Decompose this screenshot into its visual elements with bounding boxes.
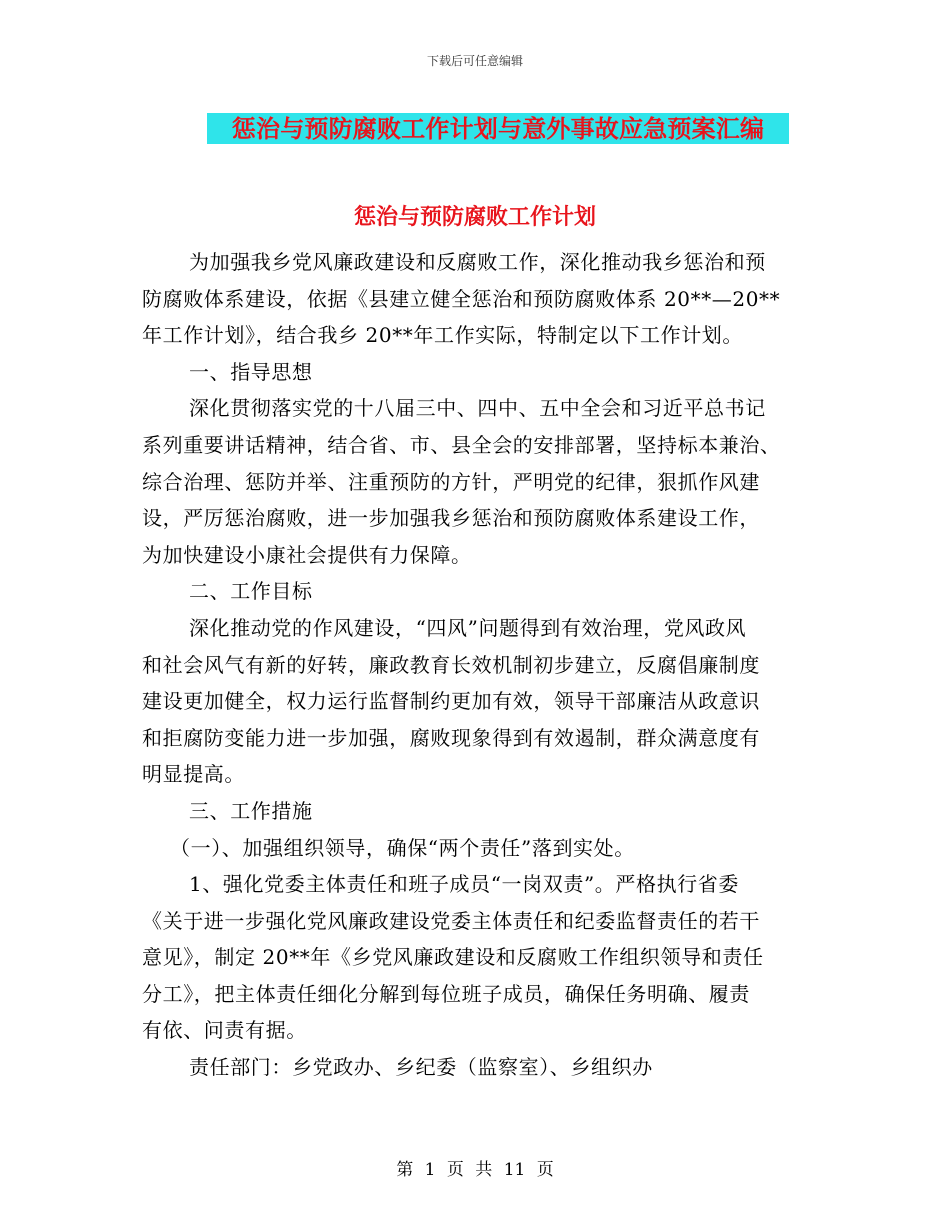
document-body <box>142 244 822 1086</box>
paragraph-line: 意见》，制定 20**年《乡党风廉政建设和反腐败工作组织领导和责任 <box>142 945 764 970</box>
paragraph-line: 深化贯彻落实党的十八届三中、四中、五中全会和习近平总书记 <box>189 396 766 421</box>
paragraph-line: 明显提高。 <box>142 762 245 787</box>
header-note: 下载后可任意编辑 <box>426 54 523 68</box>
paragraph-line: 设，严厉惩治腐败，进一步加强我乡惩治和预防腐败体系建设工作， <box>142 506 760 531</box>
section-heading: 三、工作措施 <box>189 798 313 823</box>
paragraph-line: 和拒腐防变能力进一步加强，腐败现象得到有效遏制，群众满意度有 <box>142 725 760 750</box>
paragraph-line: 建设更加健全，权力运行监督制约更加有效，领导干部廉洁从政意识 <box>142 689 760 714</box>
paragraph-line: 防腐败体系建设，依据《县建立健全惩治和预防腐败体系 20**—20** <box>142 286 781 311</box>
paragraph-line: 为加强我乡党风廉政建设和反腐败工作，深化推动我乡惩治和预 <box>189 250 766 274</box>
paragraph-line: 有依、问责有据。 <box>142 1018 307 1043</box>
paragraph-line: 和社会风气有新的好转，廉政教育长效机制初步建立，反腐倡廉制度 <box>142 652 760 677</box>
paragraph-line: 分工》，把主体责任细化分解到每位班子成员，确保任务明确、履责 <box>142 981 750 1006</box>
paragraph-line: 《关于进一步强化党风廉政建设党委主体责任和纪委监督责任的若干 <box>142 908 760 933</box>
section-heading: 一、指导思想 <box>189 359 313 384</box>
subsection-heading: （一）、加强组织领导，确保“两个责任”落到实处。 <box>170 835 635 860</box>
paragraph-line: 1、强化党委主体责任和班子成员“一岗双责”。严格执行省委 <box>189 872 739 897</box>
paragraph-line: 年工作计划》，结合我乡 20**年工作实际，特制定以下工作计划。 <box>142 323 744 348</box>
section-title: 惩治与预防腐败工作计划 <box>353 204 596 230</box>
page-number: 第 1 页 共 11 页 <box>396 1160 554 1180</box>
document-title: 惩治与预防腐败工作计划与意外事故应急预案汇编 <box>207 113 789 144</box>
paragraph-line: 系列重要讲话精神，结合省、市、县全会的安排部署，坚持标本兼治、 <box>142 432 781 457</box>
responsibility-line: 责任部门：乡党政办、乡纪委（监察室）、乡组织办 <box>189 1055 653 1080</box>
paragraph-line: 为加快建设小康社会提供有力保障。 <box>142 542 472 567</box>
paragraph-line: 综合治理、惩防并举、注重预防的方针，严明党的纪律，狠抓作风建 <box>142 469 760 494</box>
paragraph-line: 深化推动党的作风建设，“四风”问题得到有效治理，党风政风 <box>189 615 747 640</box>
section-heading: 二、工作目标 <box>189 579 313 604</box>
